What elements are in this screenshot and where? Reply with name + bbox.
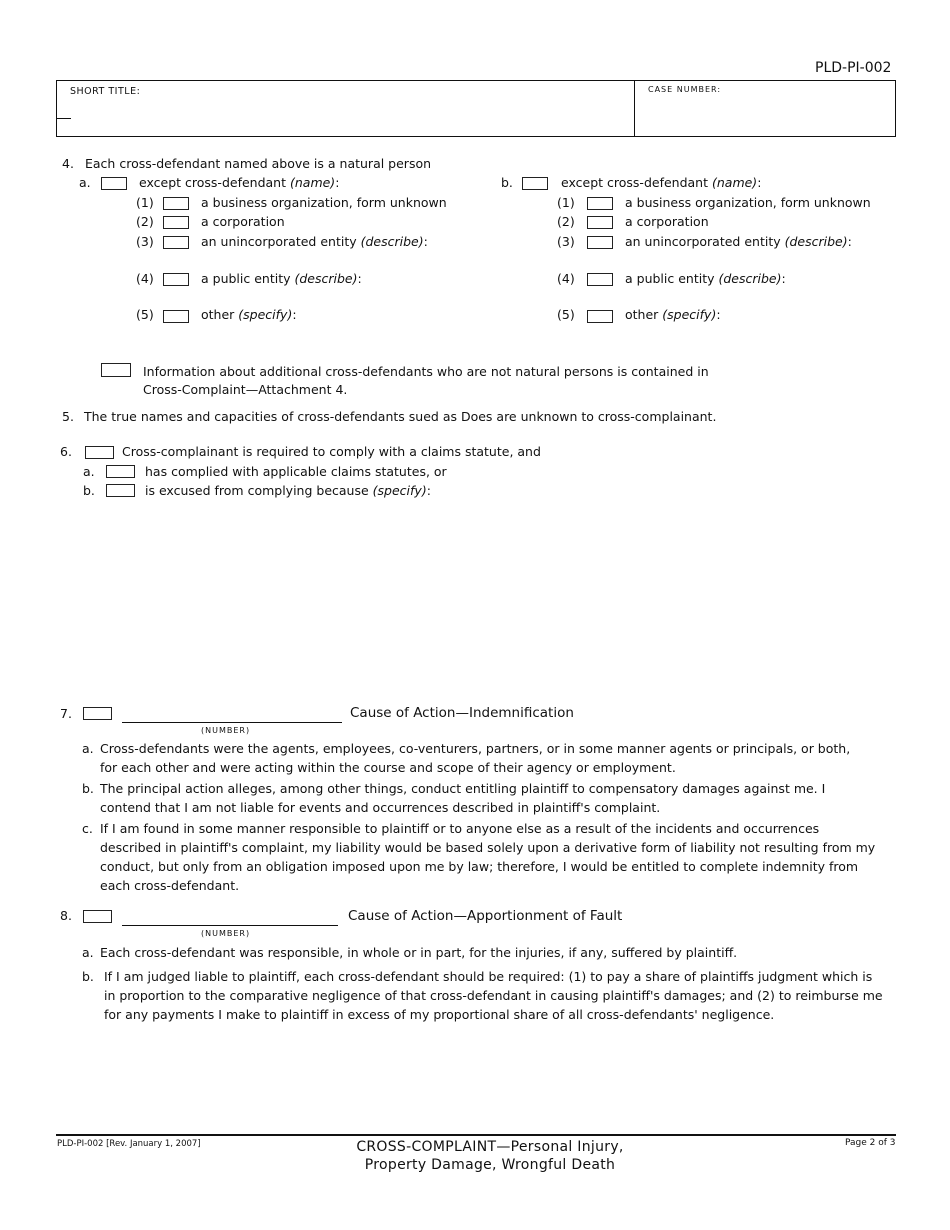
- footer-rule: [56, 1134, 896, 1136]
- item4b-option-label: a public entity (describe):: [625, 271, 786, 286]
- item7-checkbox[interactable]: [83, 707, 112, 720]
- header-divider: [634, 81, 635, 136]
- item4b-option-num: (1): [557, 195, 575, 210]
- item4b-option-checkbox[interactable]: [587, 216, 613, 229]
- item8b-line: for any payments I make to plaintiff in excess of my proportional share of all cross-defendants' negligence.: [104, 1007, 775, 1022]
- form-id: PLD-PI-002: [815, 60, 892, 76]
- item8b-line: in proportion to the comparative negligence of that cross-defendant in causing plaintiff's damages; and (2) to reimburse me: [104, 988, 883, 1003]
- item6b-checkbox[interactable]: [106, 484, 135, 497]
- item8-title: Cause of Action—Apportionment of Fault: [348, 908, 623, 924]
- item8a-letter: a.: [82, 945, 94, 960]
- item4b-option-checkbox[interactable]: [587, 236, 613, 249]
- item4a-option-num: (2): [136, 214, 154, 229]
- case-number-field[interactable]: [636, 96, 894, 134]
- item6a-checkbox[interactable]: [106, 465, 135, 478]
- item4b-option-label: an unincorporated entity (describe):: [625, 234, 852, 249]
- item8-number-line[interactable]: [122, 925, 338, 926]
- item7a-line: for each other and were acting within the course and scope of their agency or employment.: [100, 760, 676, 775]
- footer-title-line2: Property Damage, Wrongful Death: [364, 1157, 616, 1173]
- item4b-option-num: (3): [557, 234, 575, 249]
- item7c-line: described in plaintiff's complaint, my liability would be based solely upon a derivative form of liability not resulting from my: [100, 840, 876, 855]
- item7-title: Cause of Action—Indemnification: [350, 705, 574, 721]
- item6a-letter: a.: [83, 464, 95, 479]
- item4b-option-num: (4): [557, 271, 575, 286]
- item4b-checkbox[interactable]: [522, 177, 548, 190]
- item4a-option-num: (5): [136, 307, 154, 322]
- item8a-text: Each cross-defendant was responsible, in whole or in part, for the injuries, if any, suffered by plaintiff.: [100, 945, 738, 960]
- item6-number: 6.: [60, 444, 72, 459]
- item7c-letter: c.: [82, 821, 93, 836]
- additional-defendants-line2: Cross-Complaint—Attachment 4.: [143, 382, 348, 397]
- item8-number-caption: (NUMBER): [201, 929, 251, 938]
- item4b-letter: b.: [501, 175, 513, 190]
- item7b-letter: b.: [82, 781, 94, 796]
- footer-revision: PLD-PI-002 [Rev. January 1, 2007]: [57, 1139, 201, 1149]
- item4a-option-label: other (specify):: [201, 307, 297, 322]
- item4b-option-label: a business organization, form unknown: [625, 195, 871, 210]
- item7c-line: conduct, but only from an obligation imposed upon me by law; therefore, I would be entitled to complete indemnity from: [100, 859, 859, 874]
- item7a-line: Cross-defendants were the agents, employees, co-venturers, partners, or in some manner agents or principals, or both,: [100, 741, 851, 756]
- item4a-option-checkbox[interactable]: [163, 216, 189, 229]
- item4b-except: except cross-defendant (name):: [561, 175, 762, 190]
- item4a-option-checkbox[interactable]: [163, 310, 189, 323]
- item4a-option-label: a business organization, form unknown: [201, 195, 447, 210]
- additional-defendants-checkbox[interactable]: [101, 363, 131, 377]
- item4a-except: except cross-defendant (name):: [139, 175, 340, 190]
- item4-number: 4.: [62, 156, 74, 171]
- item6b-letter: b.: [83, 483, 95, 498]
- item6-checkbox[interactable]: [85, 446, 114, 459]
- item4a-option-num: (1): [136, 195, 154, 210]
- item5-text: The true names and capacities of cross-defendants sued as Does are unknown to cross-complainant.: [84, 409, 717, 424]
- item4b-option-num: (2): [557, 214, 575, 229]
- item7b-line: The principal action alleges, among other things, conduct entitling plaintiff to compensatory damages against me. I: [100, 781, 826, 796]
- item4b-option-checkbox[interactable]: [587, 273, 613, 286]
- item7-number-caption: (NUMBER): [201, 726, 251, 735]
- item4b-option-checkbox[interactable]: [587, 310, 613, 323]
- item8b-line: If I am judged liable to plaintiff, each cross-defendant should be required: (1) to pay a share of plaintiffs judgment which is: [104, 969, 873, 984]
- item4b-option-checkbox[interactable]: [587, 197, 613, 210]
- item4-text: Each cross-defendant named above is a natural person: [85, 156, 432, 171]
- item6b-specify-field[interactable]: [145, 502, 885, 692]
- item4a-letter: a.: [79, 175, 91, 190]
- short-title-field[interactable]: [58, 96, 632, 134]
- item4a-option-checkbox[interactable]: [163, 197, 189, 210]
- item6a-text: has complied with applicable claims statutes, or: [145, 464, 447, 479]
- item4b-option-num: (5): [557, 307, 575, 322]
- item4b-option-label: other (specify):: [625, 307, 721, 322]
- item7c-line: each cross-defendant.: [100, 878, 240, 893]
- item7b-line: contend that I am not liable for events and occurrences described in plaintiff's complaint.: [100, 800, 661, 815]
- footer-title-line1: CROSS-COMPLAINT—Personal Injury,: [356, 1139, 624, 1155]
- item6-text: Cross-complainant is required to comply with a claims statute, and: [122, 444, 541, 459]
- item7c-line: If I am found in some manner responsible to plaintiff or to anyone else as a result of the incidents and occurrences: [100, 821, 820, 836]
- item4a-option-label: a public entity (describe):: [201, 271, 362, 286]
- item4a-option-checkbox[interactable]: [163, 273, 189, 286]
- item4a-checkbox[interactable]: [101, 177, 127, 190]
- item4a-option-label: a corporation: [201, 214, 285, 229]
- short-title-label: SHORT TITLE:: [70, 86, 141, 97]
- additional-defendants-line1: Information about additional cross-defendants who are not natural persons is contained in: [143, 364, 709, 379]
- short-title-tick: [57, 118, 71, 119]
- case-number-label: CASE NUMBER:: [648, 85, 722, 94]
- item8-number: 8.: [60, 908, 72, 923]
- item4a-option-label: an unincorporated entity (describe):: [201, 234, 428, 249]
- footer-page-number: Page 2 of 3: [845, 1138, 896, 1148]
- item4a-option-num: (3): [136, 234, 154, 249]
- item4b-option-label: a corporation: [625, 214, 709, 229]
- item4a-option-num: (4): [136, 271, 154, 286]
- item6b-text: is excused from complying because (specify):: [145, 483, 431, 498]
- item7a-letter: a.: [82, 741, 94, 756]
- item8-checkbox[interactable]: [83, 910, 112, 923]
- item8b-letter: b.: [82, 969, 94, 984]
- item4a-option-checkbox[interactable]: [163, 236, 189, 249]
- item7-number: 7.: [60, 706, 72, 721]
- item7-number-line[interactable]: [122, 722, 342, 723]
- item5-number: 5.: [62, 409, 74, 424]
